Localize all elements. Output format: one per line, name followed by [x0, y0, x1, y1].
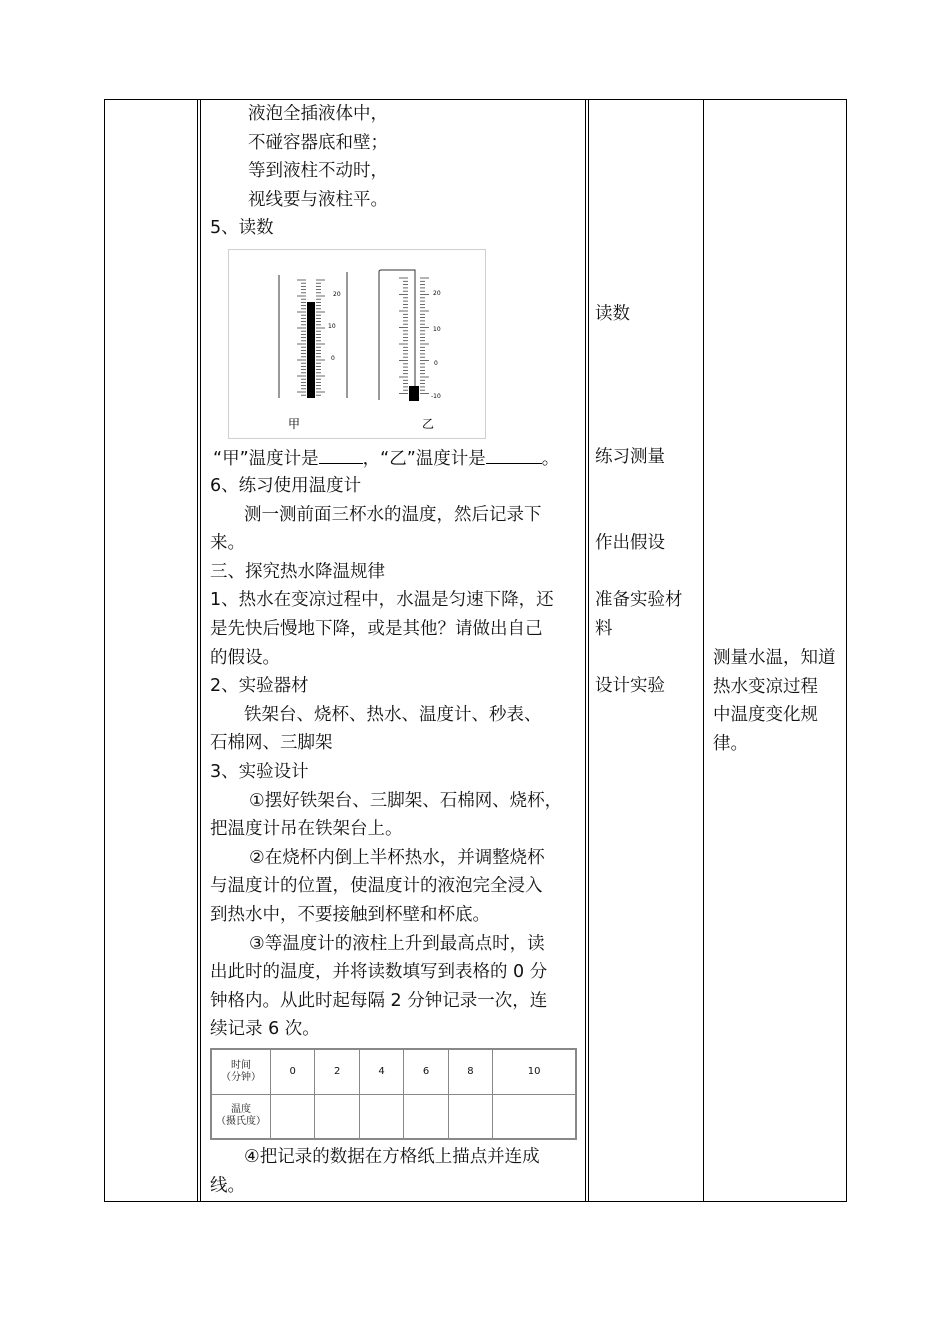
- goal-line: 中温度变化规: [713, 705, 818, 726]
- temperature-input-cell[interactable]: [493, 1094, 576, 1139]
- time-cell: 4: [359, 1050, 403, 1095]
- practice-line: 来。: [210, 533, 245, 554]
- label-jia: 甲: [288, 417, 301, 431]
- question-text-2: ，“乙”温度计是: [362, 449, 486, 469]
- yi-tick-label: 20: [433, 290, 441, 297]
- step1-line: ①摆好铁架台、三脚架、石棉网、烧杯，: [249, 790, 563, 811]
- recite-line: 不碰容器底和壁；: [248, 132, 388, 153]
- practice-line: 测一测前面三杯水的温度，然后记录下: [244, 504, 542, 525]
- heading-materials: 2、实验器材: [210, 676, 309, 697]
- activity-practice: 练习测量: [595, 447, 665, 467]
- activity-hypothesis: 作出假设: [595, 533, 665, 553]
- yi-tick-label: -10: [431, 393, 441, 400]
- temperature-input-cell[interactable]: [271, 1094, 315, 1139]
- column-divider-1b: [200, 99, 201, 1202]
- jia-tick-label: 10: [328, 323, 336, 330]
- jia-tick-label: 20: [333, 291, 341, 298]
- temperature-row: [212, 1094, 576, 1139]
- temperature-header-cell: 温度 （摄氏度）: [212, 1094, 271, 1139]
- time-cell: 8: [448, 1050, 492, 1095]
- temperature-input-cell[interactable]: [359, 1094, 403, 1139]
- goal-line: 律。: [713, 733, 748, 754]
- time-cell: 6: [404, 1050, 448, 1095]
- materials-line: 铁架台、烧杯、热水、温度计、秒表、: [244, 704, 542, 725]
- time-header-cell: 时间 （分钟）: [212, 1050, 271, 1095]
- label-yi: 乙: [422, 417, 435, 431]
- step2-line: 与温度计的位置，使温度计的液泡完全浸入: [210, 876, 543, 897]
- record-table: [210, 1048, 577, 1140]
- heading-read: 5、读数: [210, 218, 274, 238]
- goal-line: 测量水温，知道: [713, 648, 836, 668]
- step4-line: ④把记录的数据在方格纸上描点并连成: [244, 1147, 540, 1167]
- recite-block: [248, 100, 388, 214]
- step3-line: 续记录 6 次。: [210, 1019, 320, 1040]
- temperature-input-cell[interactable]: [404, 1094, 448, 1139]
- time-cell: 10: [493, 1050, 576, 1095]
- column-divider-1: [197, 99, 198, 1202]
- temperature-input-cell[interactable]: [315, 1094, 359, 1139]
- activity-materials-line: 料: [595, 618, 613, 639]
- time-cell: 2: [315, 1050, 359, 1095]
- step3-line: 钟格内。从此时起每隔 2 分钟记录一次，连: [210, 990, 548, 1011]
- step4-line: 线。: [210, 1175, 245, 1196]
- activity-read: 读数: [595, 304, 630, 324]
- goal-line: 热水变凉过程: [713, 676, 818, 697]
- liquid-column-jia: [307, 302, 315, 398]
- hypothesis-line: 是先快后慢地下降，或是其他？请做出自己: [210, 618, 543, 639]
- step4-block: [210, 1143, 582, 1200]
- column-divider-2b: [588, 99, 589, 1202]
- activity-materials: [595, 586, 683, 643]
- temperature-input-cell[interactable]: [448, 1094, 492, 1139]
- time-row: [212, 1050, 576, 1095]
- column-divider-2: [585, 99, 586, 1202]
- activity-materials-line: 准备实验材: [595, 590, 683, 610]
- goal-block: [713, 644, 836, 758]
- step2-line: 到热水中，不要接触到杯壁和杯底。: [210, 904, 490, 925]
- question-text-1: “甲”温度计是: [213, 449, 319, 469]
- step2-line: ②在烧杯内倒上半杯热水，并调整烧杯: [249, 847, 545, 868]
- step3-line: 出此时的温度，并将读数填写到表格的 0 分: [210, 962, 548, 983]
- activity-design: 设计实验: [595, 676, 665, 696]
- step1-line: 把温度计吊在铁架台上。: [210, 819, 403, 840]
- heading-practice: 6、练习使用温度计: [210, 476, 362, 496]
- heading-explore: 三、探究热水降温规律: [210, 561, 385, 582]
- materials-line: 石棉网、三脚架: [210, 733, 333, 754]
- answer-blank-jia[interactable]: [319, 443, 363, 464]
- heading-design: 3、实验设计: [210, 761, 309, 782]
- recite-line: 视线要与液柱平。: [248, 189, 388, 210]
- thermometer-yi: [379, 270, 429, 401]
- reading-question: [213, 443, 559, 473]
- yi-tick-label: 10: [433, 326, 441, 333]
- main-text-block: [210, 472, 582, 1044]
- recite-line: 等到液柱不动时，: [248, 161, 388, 182]
- recite-line: 液泡全插液体中，: [248, 104, 388, 124]
- answer-blank-yi[interactable]: [486, 443, 542, 464]
- jia-tick-label: 0: [331, 355, 335, 362]
- hypothesis-line: 的假设。: [210, 647, 280, 668]
- step3-line: ③等温度计的液柱上升到最高点时，读: [249, 933, 545, 954]
- hypothesis-line: 1、热水在变凉过程中，水温是匀速下降，还: [210, 590, 554, 611]
- thermometer-figure: [228, 249, 486, 439]
- thermometer-svg: [229, 250, 485, 438]
- question-text-3: 。: [541, 449, 560, 469]
- liquid-column-yi: [409, 386, 419, 401]
- yi-tick-label: 0: [434, 360, 438, 367]
- column-divider-3: [703, 99, 704, 1202]
- time-cell: 0: [271, 1050, 315, 1095]
